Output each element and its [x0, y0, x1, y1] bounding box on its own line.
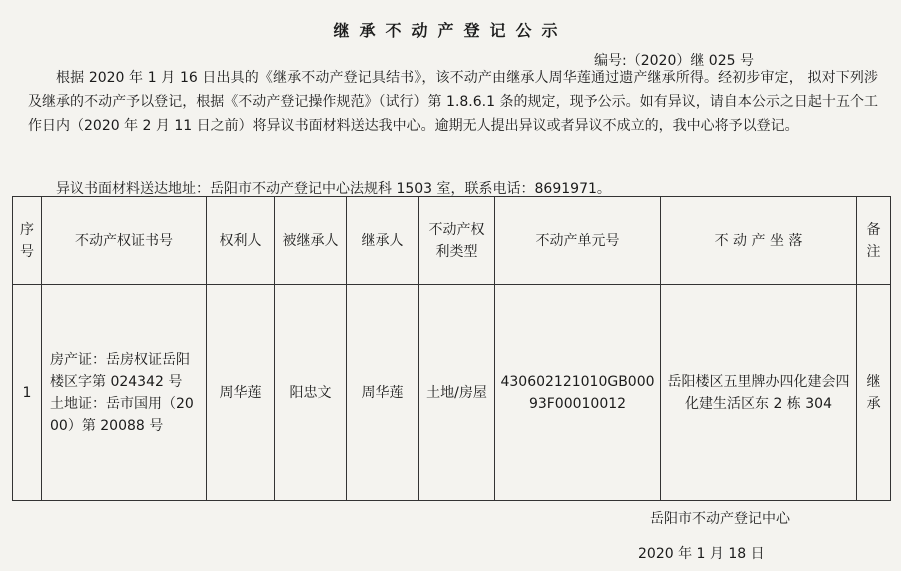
header-cert-no: 不动产权证书号 [42, 197, 207, 285]
document-title: 继承不动产登记公示 [333, 21, 568, 40]
cert-land: 土地证：岳市国用（2000）第 20088 号 [50, 395, 194, 434]
header-decedent: 被继承人 [275, 197, 347, 285]
document-number: 编号:（2020）继 025 号 [594, 53, 754, 69]
header-unit-no: 不动产单元号 [495, 197, 661, 285]
signature-date: 2020 年 1 月 18 日 [638, 546, 765, 562]
announcement-body: 根据 2020 年 1 月 16 日出具的《继承不动产登记具结书》，该不动产由继承人周华莲通过遗产继承所得。经初步审定， 拟对下列涉及继承的不动产予以登记，根据《不动产登记操作规范》（试行）第 1.8.6.1 条的规定，现予公示。如有异议，请自本公示之日起十五个工作日内（2020 年 2 月 11 日之前）将异议书面材料送达我中心。逾期无人提出异议或者异议不成立的，我中心将予以登记。 [28, 70, 878, 134]
cert-house: 房产证：岳房权证岳阳楼区字第 024342 号 [50, 351, 190, 390]
cell-unit-no: 430602121010GB00093F00010012 [495, 285, 661, 501]
cell-seq: 1 [13, 285, 42, 501]
cell-cert-no [42, 285, 207, 501]
table-row [13, 285, 891, 501]
header-remark: 备注 [857, 197, 891, 285]
header-owner: 权利人 [207, 197, 275, 285]
header-location: 不 动 产 坐 落 [661, 197, 857, 285]
table-header-row [13, 197, 891, 285]
cell-heir: 周华莲 [347, 285, 419, 501]
header-heir: 继承人 [347, 197, 419, 285]
cell-location: 岳阳楼区五里牌办四化建会四化建生活区东 2 栋 304 [661, 285, 857, 501]
objection-address: 异议书面材料送达地址：岳阳市不动产登记中心法规科 1503 室，联系电话：8691971。 [56, 181, 611, 197]
header-seq: 序号 [13, 197, 42, 285]
cell-right-type: 土地/房屋 [419, 285, 495, 501]
signature-organization: 岳阳市不动产登记中心 [650, 511, 790, 527]
cell-remark: 继承 [857, 285, 891, 501]
property-table [12, 196, 891, 501]
cell-decedent: 阳忠文 [275, 285, 347, 501]
cell-owner: 周华莲 [207, 285, 275, 501]
header-right-type: 不动产权利类型 [419, 197, 495, 285]
